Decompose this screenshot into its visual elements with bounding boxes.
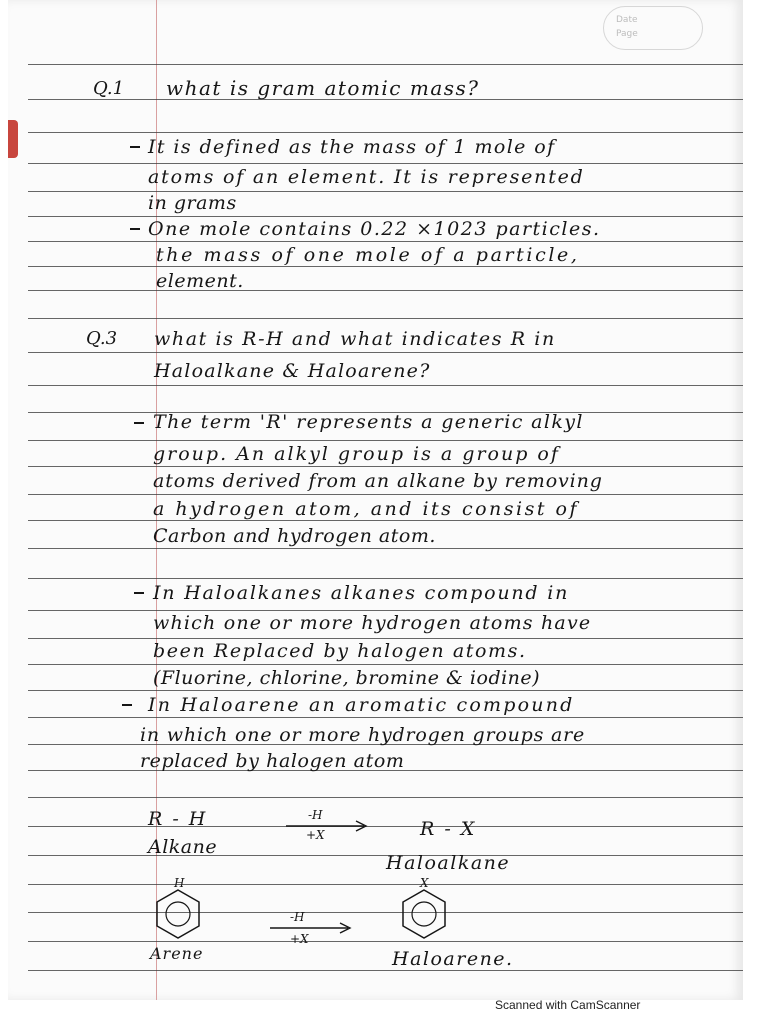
- bullet-dash: [130, 228, 140, 230]
- reaction1-product: R - X: [420, 818, 477, 840]
- ruled-line: [28, 352, 743, 353]
- ruled-line: [28, 548, 743, 549]
- date-page-box: [603, 6, 703, 50]
- camscanner-watermark: Scanned with CamScanner: [495, 998, 641, 1012]
- bullet-dash: [130, 146, 140, 148]
- q3-answer-line-3: atoms derived from an alkane by removing: [153, 470, 603, 492]
- ruled-line: [28, 466, 743, 467]
- q3-answer-line-1: The term 'R' represents a generic alkyl: [153, 411, 584, 433]
- question-3-number: Q.3: [86, 328, 118, 349]
- ruled-line: [28, 826, 743, 827]
- reaction2-above-arrow: -H: [290, 910, 305, 924]
- ruled-line: [28, 266, 743, 267]
- ruled-line: [28, 440, 743, 441]
- page-label: Page: [616, 29, 638, 39]
- q1-point2-line-1: One mole contains 0.22 ×1023 particles.: [148, 218, 601, 240]
- ruled-line: [28, 578, 743, 579]
- benzene-ring-icon: [400, 888, 450, 940]
- ruled-line: [28, 385, 743, 386]
- question-3-line-2: Haloalkane & Haloarene?: [154, 360, 431, 382]
- ruled-line: [28, 290, 743, 291]
- q3-answer-line-4: a hydrogen atom, and its consist of: [153, 498, 580, 520]
- ruled-line: [28, 132, 743, 133]
- question-1-text: what is gram atomic mass?: [166, 76, 480, 100]
- haloarene-label: Haloarene.: [392, 948, 514, 970]
- ruled-line: [28, 191, 743, 192]
- notebook-paper: [8, 0, 743, 1000]
- bullet-dash: [134, 422, 144, 424]
- ruled-line: [28, 494, 743, 495]
- bullet-dash: [134, 592, 144, 594]
- reaction1-above-arrow: -H: [308, 808, 323, 822]
- reaction1-below-arrow: +X: [306, 828, 325, 842]
- ruled-line: [28, 638, 743, 639]
- ruled-line: [28, 884, 743, 885]
- haloarene-line-1: In Haloarene an aromatic compound: [148, 694, 575, 716]
- bullet-dash: [122, 704, 132, 706]
- reactant-substituent: H: [174, 876, 185, 890]
- question-3-line-1: what is R-H and what indicates R in: [154, 328, 556, 350]
- reaction1-reactant: R - H: [148, 808, 208, 830]
- date-label: Date: [616, 15, 638, 25]
- q1-point2-line-2: the mass of one mole of a particle,: [156, 244, 580, 266]
- haloalkane-line-3: been Replaced by halogen atoms.: [153, 640, 527, 662]
- arene-label: Arene: [150, 944, 204, 963]
- ruled-line: [28, 797, 743, 798]
- q3-answer-line-5: Carbon and hydrogen atom.: [153, 525, 436, 547]
- reaction2-arrow-icon: [268, 922, 358, 934]
- ruled-line: [28, 610, 743, 611]
- ruled-line: [28, 941, 743, 942]
- haloalkane-line-2: which one or more hydrogen atoms have: [153, 612, 592, 634]
- haloarene-line-3: replaced by halogen atom: [140, 750, 405, 772]
- ruled-line: [28, 64, 743, 65]
- red-margin-mark: [8, 120, 18, 158]
- ruled-line: [28, 241, 743, 242]
- reaction1-reactant-name: Alkane: [148, 836, 218, 858]
- question-1-number: Q.1: [93, 78, 125, 99]
- q1-answer-line-3: in grams: [148, 192, 237, 214]
- ruled-line: [28, 216, 743, 217]
- product-substituent: X: [420, 876, 429, 890]
- ruled-line: [28, 163, 743, 164]
- haloarene-line-2: in which one or more hydrogen groups are: [140, 724, 586, 746]
- benzene-ring-icon: [154, 888, 204, 940]
- ruled-line: [28, 690, 743, 691]
- ruled-line: [28, 318, 743, 319]
- ruled-line: [28, 717, 743, 718]
- reaction1-product-name: Haloalkane: [386, 852, 511, 874]
- haloalkane-line-4: (Fluorine, chlorine, bromine & iodine): [153, 667, 541, 689]
- haloalkane-line-1: In Haloalkanes alkanes compound in: [153, 582, 570, 604]
- ruled-line: [28, 912, 743, 913]
- q1-answer-line-2: atoms of an element. It is represented: [148, 166, 585, 188]
- q1-point2-line-3: element.: [156, 270, 244, 292]
- ruled-line: [28, 970, 743, 971]
- q1-answer-line-1: It is defined as the mass of 1 mole of: [148, 136, 556, 158]
- ruled-line: [28, 520, 743, 521]
- q3-answer-line-2: group. An alkyl group is a group of: [153, 443, 560, 465]
- reaction2-below-arrow: +X: [290, 932, 309, 946]
- reaction1-arrow-icon: [284, 820, 374, 832]
- ruled-line: [28, 664, 743, 665]
